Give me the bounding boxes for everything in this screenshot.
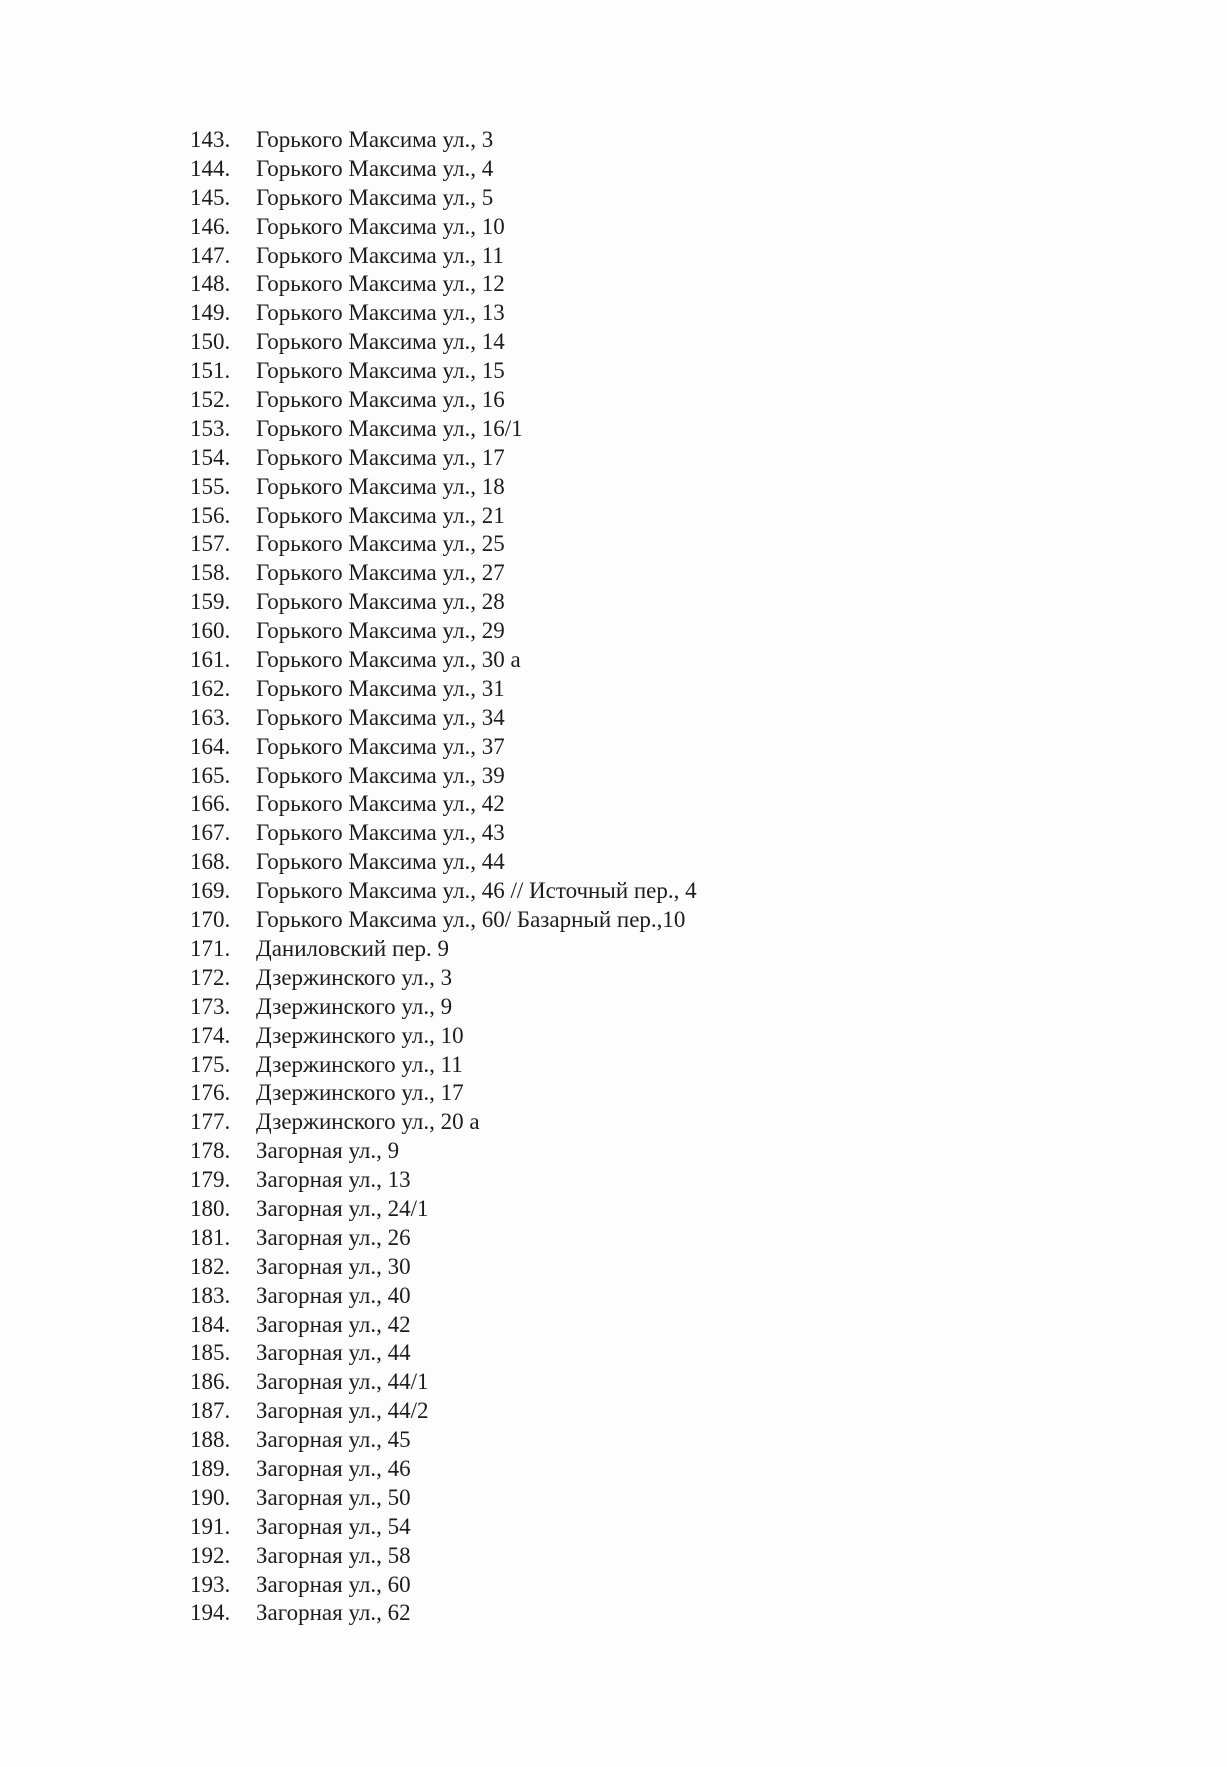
item-number: 177.: [190, 1109, 231, 1135]
list-item: [190, 1513, 697, 1542]
item-address: Горького Максима ул., 10: [256, 213, 505, 239]
item-address: Загорная ул., 44/1: [256, 1369, 429, 1395]
item-address: Загорная ул., 42: [256, 1311, 411, 1337]
item-address: Загорная ул., 44: [256, 1340, 411, 1366]
list-item: [190, 1137, 697, 1166]
item-number: 158.: [190, 560, 231, 586]
item-address: Горького Максима ул., 37: [256, 733, 505, 759]
list-item: [190, 1282, 697, 1311]
list-item: [190, 386, 697, 415]
item-address: Загорная ул., 30: [256, 1253, 411, 1279]
item-number: 146.: [190, 213, 231, 239]
item-address: Горького Максима ул., 60/ Базарный пер.,10: [256, 907, 686, 933]
item-number: 181.: [190, 1224, 231, 1250]
list-item: [190, 1166, 697, 1195]
item-address: Горького Максима ул., 39: [256, 762, 505, 788]
item-address: Горького Максима ул., 21: [256, 502, 505, 528]
list-item: [190, 733, 697, 762]
list-item: [190, 242, 697, 271]
list-item: [190, 184, 697, 213]
list-item: [190, 588, 697, 617]
item-number: 178.: [190, 1138, 231, 1164]
list-item: [190, 1571, 697, 1600]
list-item: [190, 993, 697, 1022]
item-number: 163.: [190, 704, 231, 730]
item-address: Горького Максима ул., 4: [256, 155, 494, 181]
item-address: Загорная ул., 40: [256, 1282, 411, 1308]
item-number: 175.: [190, 1051, 231, 1077]
item-number: 152.: [190, 387, 231, 413]
list-item: [190, 1426, 697, 1455]
item-number: 194.: [190, 1600, 231, 1626]
item-number: 147.: [190, 242, 231, 268]
list-item: [190, 1484, 697, 1513]
list-item: [190, 1051, 697, 1080]
item-number: 189.: [190, 1455, 231, 1481]
list-item: [190, 1224, 697, 1253]
item-address: Горького Максима ул., 5: [256, 184, 494, 210]
list-item: [190, 530, 697, 559]
item-address: Горького Максима ул., 27: [256, 560, 505, 586]
list-item: [190, 1253, 697, 1282]
list-item: [190, 1599, 697, 1628]
item-number: 162.: [190, 675, 231, 701]
item-number: 180.: [190, 1195, 231, 1221]
item-address: Горького Максима ул., 17: [256, 444, 505, 470]
list-item: [190, 444, 697, 473]
item-address: Горького Максима ул., 18: [256, 473, 505, 499]
item-address: Загорная ул., 58: [256, 1542, 411, 1568]
item-number: 191.: [190, 1513, 231, 1539]
list-item: [190, 1455, 697, 1484]
item-address: Загорная ул., 60: [256, 1571, 411, 1597]
item-number: 193.: [190, 1571, 231, 1597]
list-item: [190, 270, 697, 299]
list-item: [190, 1079, 697, 1108]
list-item: [190, 328, 697, 357]
item-address: Горького Максима ул., 30 а: [256, 647, 521, 673]
list-item: [190, 357, 697, 386]
item-address: Горького Максима ул., 16: [256, 387, 505, 413]
item-number: 186.: [190, 1369, 231, 1395]
list-item: [190, 502, 697, 531]
item-number: 160.: [190, 618, 231, 644]
item-number: 151.: [190, 358, 231, 384]
item-number: 170.: [190, 907, 231, 933]
item-address: Даниловский пер. 9: [256, 935, 449, 961]
item-number: 143.: [190, 127, 231, 152]
item-number: 187.: [190, 1398, 231, 1424]
list-item: [190, 473, 697, 502]
list-item: [190, 762, 697, 791]
item-number: 167.: [190, 820, 231, 846]
item-address: Горького Максима ул., 15: [256, 358, 505, 384]
item-number: 185.: [190, 1340, 231, 1366]
list-item: [190, 1108, 697, 1137]
item-address: Дзержинского ул., 17: [256, 1080, 464, 1106]
list-item: [190, 1368, 697, 1397]
list-item: [190, 1397, 697, 1426]
item-number: 149.: [190, 300, 231, 326]
item-address: Загорная ул., 9: [256, 1138, 400, 1164]
list-item: [190, 1195, 697, 1224]
item-address: Горького Максима ул., 11: [256, 242, 504, 268]
list-item: [190, 819, 697, 848]
item-number: 154.: [190, 444, 231, 470]
item-number: 161.: [190, 647, 231, 673]
item-address: Горького Максима ул., 25: [256, 531, 505, 557]
item-number: 182.: [190, 1253, 231, 1279]
item-number: 144.: [190, 155, 231, 181]
item-address: Загорная ул., 24/1: [256, 1195, 429, 1221]
list-item: [190, 790, 697, 819]
list-item: [190, 1339, 697, 1368]
list-item: [190, 1311, 697, 1340]
list-item: [190, 415, 697, 444]
list-item: [190, 213, 697, 242]
list-item: [190, 848, 697, 877]
list-item: [190, 1542, 697, 1571]
item-address: Горького Максима ул., 46 // Источный пер., 4: [256, 878, 697, 904]
item-number: 169.: [190, 878, 231, 904]
item-number: 174.: [190, 1022, 231, 1048]
list-item: [190, 935, 697, 964]
item-number: 153.: [190, 415, 231, 441]
list-item: [190, 906, 697, 935]
item-address: Горького Максима ул., 34: [256, 704, 505, 730]
item-number: 168.: [190, 849, 231, 875]
item-number: 172.: [190, 964, 231, 990]
list-item: [190, 675, 697, 704]
item-address: Горького Максима ул., 28: [256, 589, 505, 615]
item-address: Загорная ул., 26: [256, 1224, 411, 1250]
item-number: 188.: [190, 1427, 231, 1453]
item-number: 156.: [190, 502, 231, 528]
item-address: Дзержинского ул., 3: [256, 964, 453, 990]
list-item: [190, 559, 697, 588]
item-number: 148.: [190, 271, 231, 297]
item-address: Горького Максима ул., 14: [256, 329, 505, 355]
item-address: Горького Максима ул., 43: [256, 820, 505, 846]
item-number: 183.: [190, 1282, 231, 1308]
item-number: 176.: [190, 1080, 231, 1106]
list-item: [190, 646, 697, 675]
list-item: [190, 299, 697, 328]
item-number: 150.: [190, 329, 231, 355]
item-address: Горького Максима ул., 44: [256, 849, 505, 875]
item-number: 173.: [190, 993, 231, 1019]
item-address: Горького Максима ул., 13: [256, 300, 505, 326]
address-list: [190, 126, 697, 1628]
list-item: [190, 877, 697, 906]
item-address: Загорная ул., 50: [256, 1484, 411, 1510]
item-number: 155.: [190, 473, 231, 499]
item-number: 165.: [190, 762, 231, 788]
item-number: 166.: [190, 791, 231, 817]
item-number: 157.: [190, 531, 231, 557]
item-number: 164.: [190, 733, 231, 759]
item-address: Дзержинского ул., 9: [256, 993, 453, 1019]
item-address: Горького Максима ул., 42: [256, 791, 505, 817]
item-number: 159.: [190, 589, 231, 615]
item-address: Горького Максима ул., 31: [256, 675, 505, 701]
item-address: Горького Максима ул., 29: [256, 618, 505, 644]
item-address: Загорная ул., 62: [256, 1600, 411, 1626]
list-item: [190, 964, 697, 993]
item-address: Горького Максима ул., 12: [256, 271, 505, 297]
item-address: Загорная ул., 13: [256, 1167, 411, 1193]
item-address: Горького Максима ул., 3: [256, 127, 494, 152]
item-address: Загорная ул., 54: [256, 1513, 411, 1539]
item-address: Загорная ул., 45: [256, 1427, 411, 1453]
item-address: Горького Максима ул., 16/1: [256, 415, 523, 441]
item-address: Загорная ул., 46: [256, 1455, 411, 1481]
item-number: 179.: [190, 1167, 231, 1193]
item-address: Дзержинского ул., 10: [256, 1022, 464, 1048]
item-number: 192.: [190, 1542, 231, 1568]
item-number: 145.: [190, 184, 231, 210]
item-address: Дзержинского ул., 11: [256, 1051, 463, 1077]
item-address: Дзержинского ул., 20 а: [256, 1109, 480, 1135]
list-item: [190, 1022, 697, 1051]
list-item: [190, 704, 697, 733]
item-address: Загорная ул., 44/2: [256, 1398, 429, 1424]
item-number: 171.: [190, 935, 231, 961]
list-item: [190, 617, 697, 646]
list-item: [190, 155, 697, 184]
item-number: 184.: [190, 1311, 231, 1337]
item-number: 190.: [190, 1484, 231, 1510]
list-item: [190, 126, 697, 155]
